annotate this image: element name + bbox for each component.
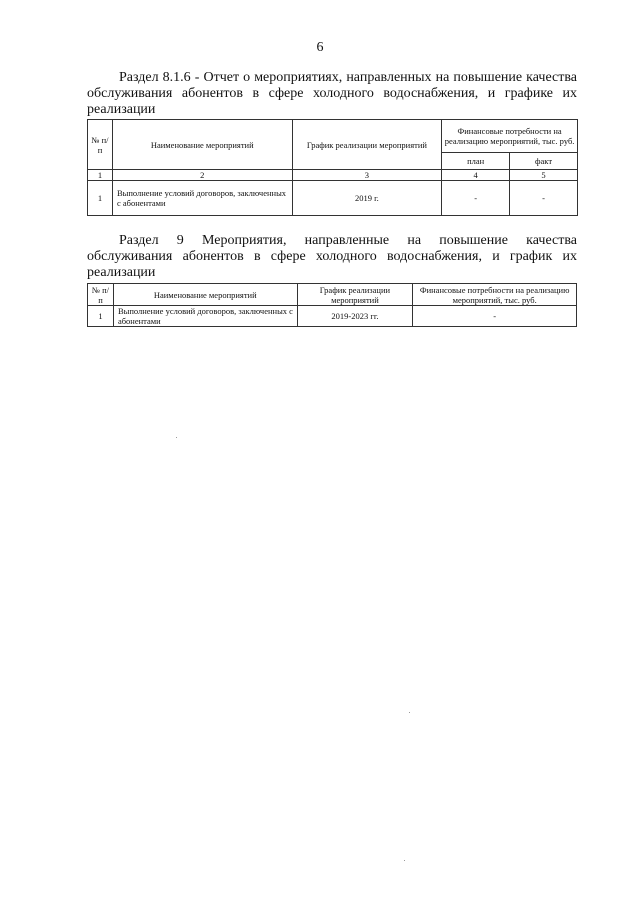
header-finance: Финансовые потребности на реализацию мероприятий, тыс. руб. [413, 284, 577, 306]
header-num: № п/п [88, 284, 114, 306]
row-num: 1 [88, 306, 114, 327]
scan-speck [176, 437, 177, 438]
scan-speck [404, 860, 405, 861]
row-schedule: 2019-2023 гг. [297, 306, 413, 327]
index-cell: 2 [112, 170, 292, 181]
table-row [88, 181, 578, 216]
table-index-row [88, 170, 578, 181]
table-row [88, 306, 577, 327]
scan-speck [409, 712, 410, 713]
section-9-table [87, 283, 577, 327]
row-name: Выполнение условий договоров, заключенных с абонентами [112, 181, 292, 216]
index-cell: 5 [510, 170, 578, 181]
header-schedule: График реализации мероприятий [292, 120, 442, 170]
row-finance: - [413, 306, 577, 327]
table-header-row [88, 120, 578, 153]
row-name: Выполнение условий договоров, заключенных с абонентами [113, 306, 297, 327]
section-8-1-6-table [87, 119, 578, 216]
header-schedule: График реализации мероприятий [297, 284, 413, 306]
header-name: Наименование мероприятий [113, 284, 297, 306]
header-name: Наименование мероприятий [112, 120, 292, 170]
table-header-row [88, 284, 577, 306]
index-cell: 4 [442, 170, 510, 181]
header-plan: план [442, 153, 510, 170]
row-num: 1 [88, 181, 113, 216]
row-plan: - [442, 181, 510, 216]
row-fact: - [510, 181, 578, 216]
section-9-heading: Раздел 9 Мероприятия, направленные на повышение качества обслуживания абонентов в сфере холодного водоснабжения, и график их реализации [87, 233, 577, 280]
header-finance: Финансовые потребности на реализацию мероприятий, тыс. руб. [442, 120, 578, 153]
index-cell: 1 [88, 170, 113, 181]
row-schedule: 2019 г. [292, 181, 442, 216]
header-fact: факт [510, 153, 578, 170]
page-number: 6 [316, 40, 324, 55]
section-8-1-6-heading: Раздел 8.1.6 - Отчет о мероприятиях, направленных на повышение качества обслуживания абонентов в сфере холодного водоснабжения, и графике их реализации [87, 70, 577, 117]
index-cell: 3 [292, 170, 442, 181]
header-num: № п/п [88, 120, 113, 170]
